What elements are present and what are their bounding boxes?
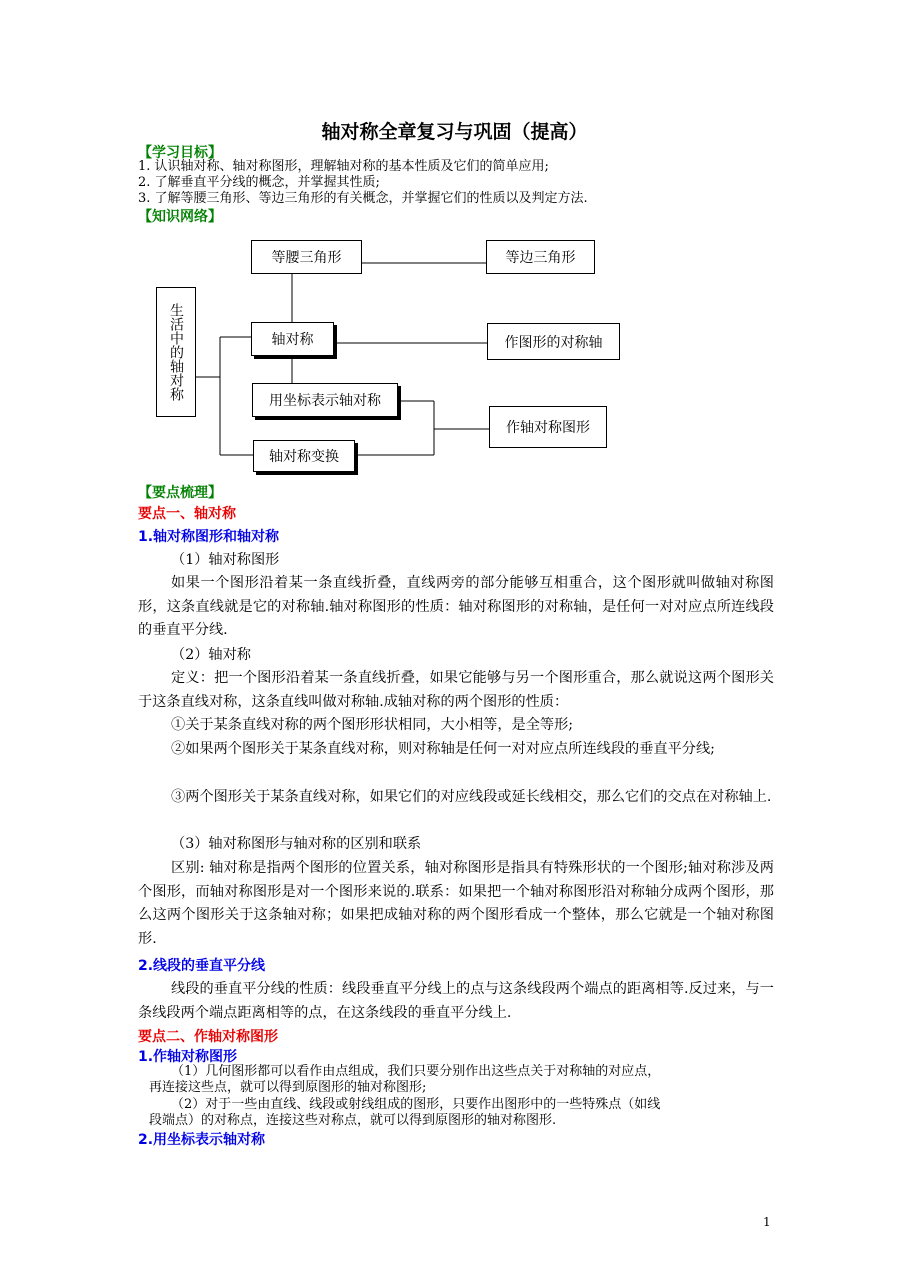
box-coordinate-symmetry: 用坐标表示轴对称 [252, 383, 398, 417]
box-axial-symmetry: 轴对称 [251, 322, 334, 356]
knowledge-network-heading: 【知识网络】 [138, 209, 222, 225]
learning-goals-heading: 【学习目标】 [138, 145, 222, 161]
p2-text: 定义：把一个图形沿着某一条直线折叠，如果它能够与另一个图形重合，那么就说这两个图形关于这条直线对称，这条直线叫做对称轴.成轴对称的两个图形的性质： [138, 670, 774, 710]
box-draw-symmetric-figure: 作轴对称图形 [489, 406, 607, 448]
point2-item2-line2: 段端点）的对称点，连接这些对称点，就可以得到原图形的轴对称图形. [149, 1113, 557, 1128]
learning-goal-item: 2. 了解垂直平分线的概念，并掌握其性质; [138, 175, 380, 190]
perpendicular-bisector-text: 线段的垂直平分线的性质：线段垂直平分线上的点与这条线段两个端点的距离相等.反过来，与一条线段两个端点距离相等的点，在这条线段的垂直平分线上. [138, 981, 774, 1021]
box-draw-symmetry-axis: 作图形的对称轴 [487, 323, 620, 360]
prop2-text: ②如果两个图形关于某条直线对称，则对称轴是任何一对对应点所连线段的垂直平分线; [171, 741, 715, 757]
learning-goal-item: 3. 了解等腰三角形、等边三角形的有关概念，并掌握它们的性质以及判定方法. [138, 191, 588, 206]
box-life-axial-symmetry-label: 生活中的轴对称 [168, 303, 184, 401]
point2-sub1-heading: 1.作轴对称图形 [138, 1049, 238, 1065]
box-equilateral-triangle: 等边三角形 [486, 240, 595, 274]
point2-heading: 要点二、作轴对称图形 [138, 1029, 278, 1045]
point2-item1-line1: （1）几何图形都可以看作由点组成，我们只要分别作出这些点关于对称轴的对应点， [171, 1064, 661, 1079]
p2-label: （2）轴对称 [171, 647, 251, 663]
p3-text: 区别: 轴对称是指两个图形的位置关系，轴对称图形是指具有特殊形状的一个图形;轴对称涉及两个图形，而轴对称图形是对一个图形来说的.联系：如果把一个轴对称图形沿对称轴分成两个图形，那么这两个图形关于这条轴对称；如果把成轴对称的两个图形看成一个整体，那么它就是一个轴对称图形. [138, 860, 774, 947]
diagram-connectors [0, 0, 909, 500]
prop1-text: ①关于某条直线对称的两个图形形状相同，大小相等，是全等形; [171, 717, 574, 733]
point1-heading: 要点一、轴对称 [138, 506, 236, 522]
key-points-heading: 【要点梳理】 [138, 485, 222, 501]
box-life-axial-symmetry [156, 287, 196, 417]
page-number: 1 [763, 1215, 771, 1229]
learning-goal-item: 1. 认识轴对称、轴对称图形，理解轴对称的基本性质及它们的简单应用; [138, 159, 549, 174]
prop3-text: ③两个图形关于某条直线对称，如果它们的对应线段或延长线相交，那么它们的交点在对称轴上. [171, 789, 772, 805]
point2-sub2-heading: 2.用坐标表示轴对称 [138, 1132, 266, 1148]
p3-label: （3）轴对称图形与轴对称的区别和联系 [171, 836, 422, 852]
point1-sub1-heading: 1.轴对称图形和轴对称 [138, 529, 280, 545]
box-isosceles-triangle: 等腰三角形 [251, 240, 362, 274]
point1-sub2-heading: 2.线段的垂直平分线 [138, 958, 266, 974]
point2-item2-line1: （2）对于一些由直线、线段或射线组成的图形，只要作出图形中的一些特殊点（如线 [171, 1097, 661, 1112]
p1-text: 如果一个图形沿着某一条直线折叠，直线两旁的部分能够互相重合，这个图形就叫做轴对称图形，这条直线就是它的对称轴.轴对称图形的性质：轴对称图形的对称轴，是任何一对对应点所连线段的垂直平分线. [138, 575, 774, 638]
p1-label: （1）轴对称图形 [171, 552, 280, 568]
page-title: 轴对称全章复习与巩固（提高） [321, 121, 588, 143]
point2-item1-line2: 再连接这些点，就可以得到原图形的轴对称图形; [149, 1080, 427, 1095]
box-symmetry-transform: 轴对称变换 [253, 440, 355, 472]
